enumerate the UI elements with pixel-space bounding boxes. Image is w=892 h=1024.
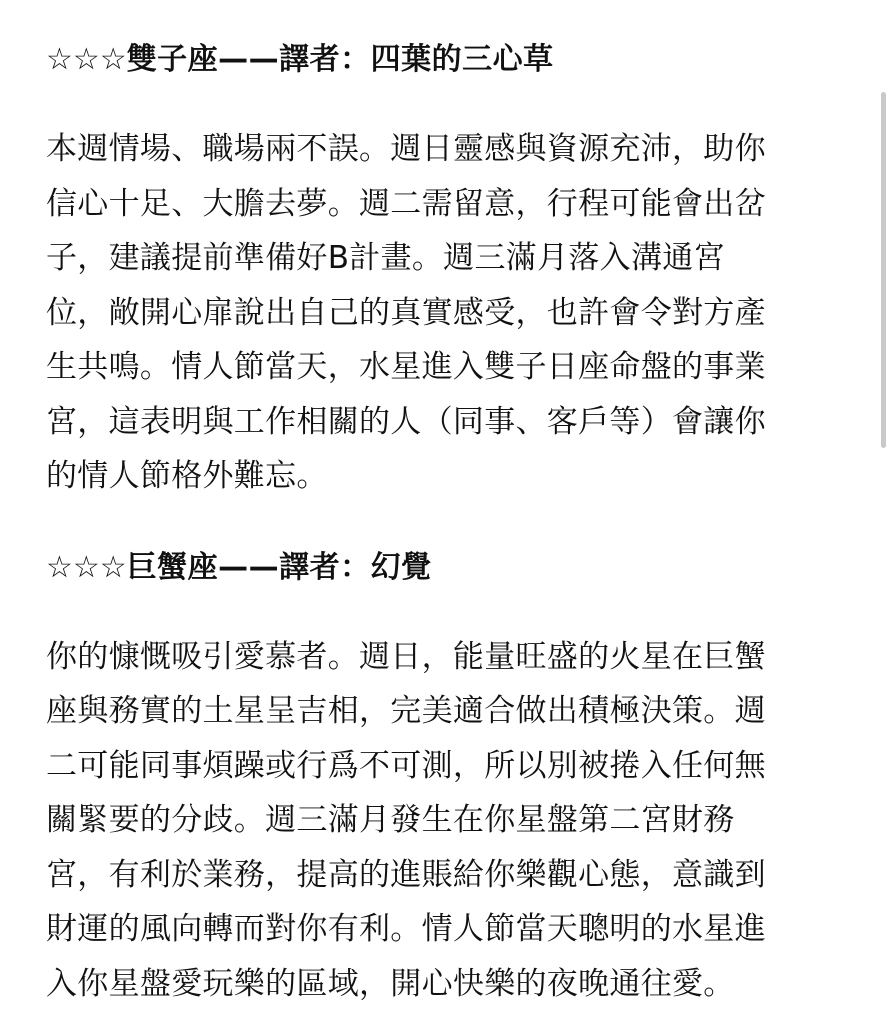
paragraph-line: 本週情場、職場兩不誤。週日靈感與資源充沛，助你 <box>46 131 766 167</box>
paragraph-line: 子，建議提前準備好B計畫。週三滿月落入溝通宮 <box>46 240 725 276</box>
vertical-scrollbar[interactable] <box>881 92 886 448</box>
paragraph-line: 入你星盤愛玩樂的區域，開心快樂的夜晚通往愛。 <box>46 965 735 1002</box>
paragraph-line: 二可能同事煩躁或行爲不可測，所以別被捲入任何無 <box>46 747 766 784</box>
rating-stars: ☆☆☆ <box>46 42 127 77</box>
section-heading-text: 雙子座——譯者：四葉的三心草 <box>126 42 554 77</box>
rating-stars: ☆☆☆ <box>46 549 127 585</box>
section-title-gemini <box>46 36 836 84</box>
paragraph-line: 位，敞開心扉說出自己的真實感受，也許會令對方產 <box>46 294 766 331</box>
paragraph-line: 的情人節格外難忘。 <box>46 458 328 494</box>
paragraph-line: 關緊要的分歧。週三滿月發生在你星盤第二宮財務 <box>46 802 735 838</box>
paragraph-line: 宮，有利於業務，提高的進賬給你樂觀心態，意識到 <box>46 856 766 893</box>
paragraph-line: 宮，這表明與工作相關的人（同事、客戶等）會讓你 <box>46 403 766 440</box>
section-body-gemini <box>46 122 836 504</box>
paragraph-line: 財運的風向轉而對你有利。情人節當天聰明的水星進 <box>46 911 766 947</box>
paragraph-line: 座與務實的土星呈吉相，完美適合做出積極決策。週 <box>46 693 766 729</box>
paragraph-line: 信心十足、大膽去夢。週二需留意，行程可能會出岔 <box>46 185 766 222</box>
article-content <box>46 36 836 1011</box>
paragraph-line: 你的慷慨吸引愛慕者。週日，能量旺盛的火星在巨蟹 <box>46 638 766 675</box>
section-body-cancer <box>46 630 836 1012</box>
paragraph-line: 生共鳴。情人節當天，水星進入雙子日座命盤的事業 <box>46 349 766 385</box>
section-heading-text: 巨蟹座——譯者：幻覺 <box>126 549 432 585</box>
section-title-cancer <box>46 544 836 592</box>
